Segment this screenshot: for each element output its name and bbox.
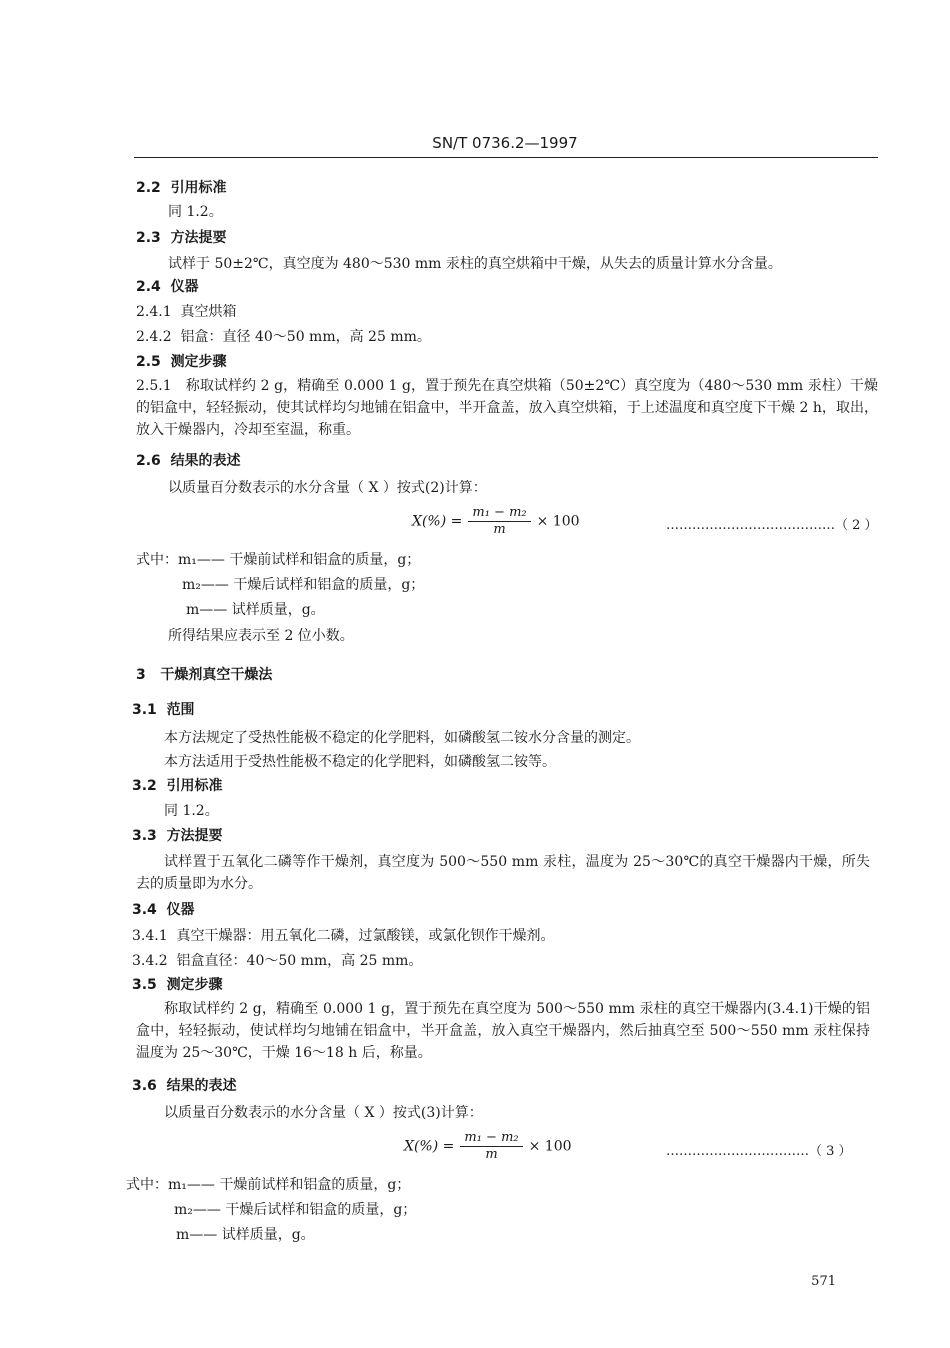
- section-body: 真空干燥器：用五氧化二磷，过氯酸镁，或氯化钡作干燥剂。: [176, 928, 555, 944]
- section-3-1-p2: 本方法适用于受热性能极不稳定的化学肥料，如磷酸氢二铵等。: [164, 754, 556, 770]
- section-number: 3.3: [132, 828, 157, 844]
- section-2-2-body: 同 1.2。: [168, 204, 223, 220]
- header-rule: [134, 157, 878, 158]
- formula-fraction: [460, 1130, 522, 1163]
- section-title: 结果的表述: [166, 1078, 237, 1094]
- section-number: 2.6: [136, 453, 161, 469]
- section-3-1-heading: [132, 699, 195, 719]
- section-3-2-body: 同 1.2。: [164, 803, 219, 819]
- section-2-6-heading: [136, 450, 241, 470]
- section-3-heading: [136, 664, 272, 684]
- equation-number-3: ……………………………（ 3 ）: [666, 1144, 852, 1159]
- fraction-denominator: m: [493, 522, 506, 537]
- section-title: 仪器: [170, 279, 199, 295]
- section-3-3-body: 试样置于五氧化二磷等作干燥剂，真空度为 500～550 mm 汞柱，温度为 25～30℃的真空干燥器内干燥，所失去的质量即为水分。: [136, 854, 870, 892]
- formula-rhs: × 100: [536, 513, 580, 530]
- section-3-5-body: 称取试样约 2 g，精确至 0.000 1 g，置于预先在真空度为 500～550 mm 汞柱的真空干燥器内(3.4.1)干燥的铝盒中，轻轻振动，使试样均匀地铺在铝盒中，半开盒盖，放入真空干燥器内，然后抽真空至 500～550 mm 汞柱保持温度为 25～30℃，干燥 16～18 h 后，称量。: [136, 1001, 870, 1061]
- section-title: 引用标准: [170, 180, 227, 196]
- section-2-5-heading: [136, 351, 227, 371]
- section-3-5-heading: [132, 974, 223, 994]
- section-2-4-heading: [136, 276, 199, 296]
- where-2-m: m—— 试样质量，g。: [186, 602, 325, 618]
- section-number: 3.2: [132, 778, 157, 794]
- section-3-6-intro: 以质量百分数表示的水分含量（ X ）按式(3)计算：: [164, 1105, 483, 1121]
- formula-fraction: [468, 505, 530, 538]
- where-3-m2: m₂—— 干燥后试样和铝盒的质量，g；: [174, 1202, 417, 1218]
- fraction-numerator: m₁ − m₂: [460, 1130, 522, 1147]
- section-2-3-heading: [136, 227, 227, 247]
- section-number: 3.4.1: [132, 928, 168, 944]
- where-3-m1: 式中：m₁—— 干燥前试样和铝盒的质量，g；: [126, 1177, 411, 1193]
- section-3-4-heading: [132, 899, 195, 919]
- section-3-3-heading: [132, 825, 223, 845]
- formula-3: [404, 1130, 572, 1163]
- section-number: 2.3: [136, 230, 161, 246]
- document-code-header: SN/T 0736.2—1997: [432, 134, 578, 152]
- section-2-4-2: [136, 326, 431, 346]
- formula-lhs: X(%) =: [404, 1138, 455, 1155]
- section-number: 3.5: [132, 977, 157, 993]
- formula-2: [412, 505, 580, 538]
- section-title: 范围: [166, 702, 195, 718]
- section-number: 3.4: [132, 902, 157, 918]
- section-title: 方法提要: [166, 828, 223, 844]
- section-title: 测定步骤: [166, 977, 223, 993]
- section-number: 2.4.2: [136, 329, 172, 345]
- section-body: 铝盒：直径 40～50 mm，高 25 mm。: [180, 329, 431, 345]
- section-number: 2.2: [136, 180, 161, 196]
- section-number: 3.6: [132, 1078, 157, 1094]
- fraction-denominator: m: [485, 1147, 498, 1162]
- section-body: 真空烘箱: [180, 304, 237, 320]
- section-body: 铝盒直径：40～50 mm，高 25 mm。: [176, 953, 423, 969]
- section-2-6-intro: 以质量百分数表示的水分含量（ X ）按式(2)计算：: [168, 480, 487, 496]
- section-3-6-heading: [132, 1075, 237, 1095]
- section-2-2-heading: [136, 177, 227, 197]
- section-3-2-heading: [132, 775, 223, 795]
- section-2-5-1-body: 2.5.1 称取试样约 2 g，精确至 0.000 1 g，置于预先在真空烘箱（50±2℃）真空度为（480～530 mm 汞柱）干燥的铝盒中，轻轻振动，使其试样均匀地铺在铝盒中，半开盒盖，放入真空烘箱，于上述温度和真空度下干燥 2 h，取出，放入干燥器内，冷却至室温，称重。: [136, 378, 878, 438]
- where-2-m1: 式中：m₁—— 干燥前试样和铝盒的质量，g；: [136, 552, 421, 568]
- section-title: 干燥剂真空干燥法: [160, 667, 273, 683]
- section-title: 引用标准: [166, 778, 223, 794]
- page-number: 571: [811, 1274, 836, 1289]
- section-title: 测定步骤: [170, 354, 227, 370]
- section-number: 2.4: [136, 279, 161, 295]
- section-number: 3.1: [132, 702, 157, 718]
- section-2-3-body: 试样于 50±2℃，真空度为 480～530 mm 汞柱的真空烘箱中干燥，从失去的质量计算水分含量。: [168, 256, 782, 272]
- section-number: 3: [136, 667, 146, 683]
- section-3-4-1: [132, 925, 555, 945]
- formula-rhs: × 100: [528, 1138, 572, 1155]
- section-number: 3.4.2: [132, 953, 168, 969]
- fraction-numerator: m₁ − m₂: [468, 505, 530, 522]
- section-title: 方法提要: [170, 230, 227, 246]
- section-title: 结果的表述: [170, 453, 241, 469]
- formula-lhs: X(%) =: [412, 513, 463, 530]
- result-precision-note: 所得结果应表示至 2 位小数。: [168, 628, 354, 644]
- section-2-4-1: [136, 301, 237, 321]
- section-number: 2.5: [136, 354, 161, 370]
- where-3-m: m—— 试样质量，g。: [176, 1227, 315, 1243]
- equation-number-2: …………………………………（ 2 ）: [666, 518, 878, 533]
- section-title: 仪器: [166, 902, 195, 918]
- section-number: 2.4.1: [136, 304, 172, 320]
- section-3-1-p1: 本方法规定了受热性能极不稳定的化学肥料，如磷酸氢二铵水分含量的测定。: [164, 730, 640, 746]
- where-2-m2: m₂—— 干燥后试样和铝盒的质量，g；: [182, 577, 425, 593]
- section-3-4-2: [132, 950, 422, 970]
